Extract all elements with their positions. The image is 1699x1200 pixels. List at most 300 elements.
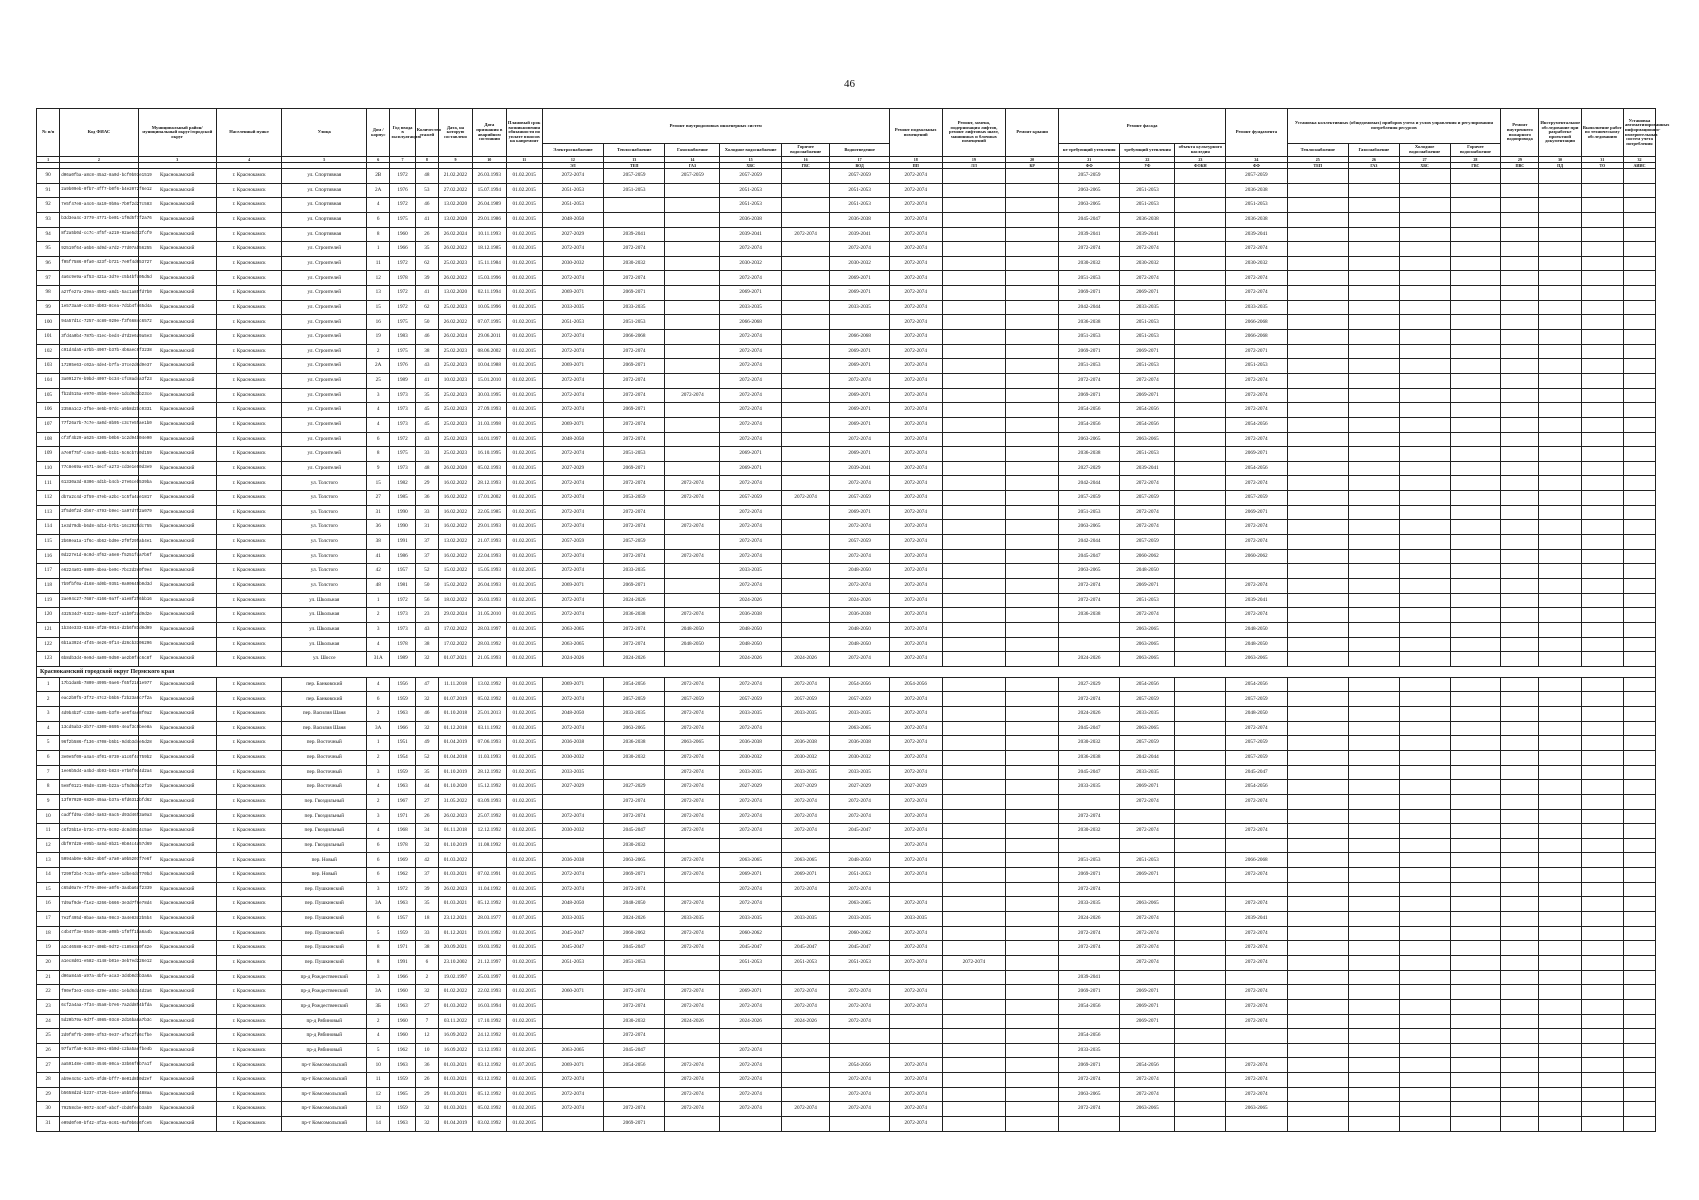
- table-cell: [1623, 300, 1655, 315]
- table-cell: [830, 838, 889, 853]
- table-cell: [1581, 1102, 1623, 1117]
- table-cell: [1399, 912, 1450, 927]
- table-cell: 01.02.2015: [506, 373, 542, 388]
- table-cell: [781, 344, 830, 359]
- table-cell: 2072-2074: [830, 809, 889, 824]
- table-cell: 16.02.2022: [439, 491, 473, 506]
- table-cell: [1175, 809, 1226, 824]
- column-number: 18: [889, 157, 942, 163]
- table-cell: 01.02.2015: [506, 1043, 542, 1058]
- table-cell: г. Краснокамск: [216, 315, 282, 330]
- table-cell: 1967: [390, 794, 415, 809]
- table-cell: 116: [37, 549, 60, 564]
- table-cell: 2069-2071: [830, 417, 889, 432]
- table-cell: [1581, 535, 1623, 550]
- table-cell: 2069-2071: [720, 985, 781, 1000]
- table-cell: 2054-2056: [1226, 461, 1287, 476]
- table-cell: 17: [37, 912, 60, 927]
- table-cell: 2069-2071: [1059, 388, 1120, 403]
- table-cell: 27: [415, 999, 438, 1014]
- table-cell: 31А: [367, 652, 390, 667]
- table-cell: 27: [367, 491, 390, 506]
- table-cell: 25.07.1992: [472, 809, 506, 824]
- table-row: [37, 212, 1656, 227]
- table-cell: 2072-2074: [665, 1073, 720, 1088]
- column-code: ФФ: [1226, 163, 1287, 169]
- table-row: [37, 622, 1656, 637]
- table-cell: 3А: [367, 985, 390, 1000]
- table-cell: [1348, 564, 1399, 579]
- table-cell: [1399, 447, 1450, 462]
- table-cell: b5658d2d-b237-4726-b1ee-a5b5fed488aa: [60, 1087, 138, 1102]
- table-cell: [1175, 955, 1226, 970]
- table-cell: Краснокамский: [138, 868, 216, 883]
- table-cell: 08.06.2002: [472, 344, 506, 359]
- table-cell: [1623, 955, 1655, 970]
- table-cell: c65d0a7e-7f79-40ee-a0f6-3a4ba6af2339: [60, 882, 138, 897]
- table-cell: [1399, 652, 1450, 667]
- table-cell: dbf07d28-e95b-4a6d-8b21-0b84c4a57d69: [60, 838, 138, 853]
- table-cell: пер. Пушкинский: [282, 926, 367, 941]
- table-cell: [1501, 578, 1539, 593]
- table-cell: 01.02.2015: [506, 564, 542, 579]
- table-cell: 37: [415, 868, 438, 883]
- table-cell: [1581, 476, 1623, 491]
- table-cell: 2039-2041: [1226, 912, 1287, 927]
- table-cell: [665, 970, 720, 985]
- table-cell: [781, 1117, 830, 1132]
- table-cell: [1348, 955, 1399, 970]
- table-cell: 1971: [390, 809, 415, 824]
- table-cell: ул. Толстого: [282, 578, 367, 593]
- table-cell: г. Краснокамск: [216, 1117, 282, 1132]
- table-cell: [1450, 578, 1501, 593]
- table-cell: 8: [367, 955, 390, 970]
- table-cell: [1450, 868, 1501, 883]
- table-cell: 25.01.2013: [472, 707, 506, 722]
- table-cell: [942, 882, 1005, 897]
- table-cell: 01.02.2015: [506, 227, 542, 242]
- table-cell: 2066-2068: [1226, 315, 1287, 330]
- table-cell: 2030-2032: [1059, 824, 1120, 839]
- table-cell: [1581, 432, 1623, 447]
- table-cell: 39: [415, 271, 438, 286]
- table-cell: 2045-2047: [604, 824, 665, 839]
- table-cell: 2036-2038: [720, 736, 781, 751]
- table-row: [37, 403, 1656, 418]
- table-cell: г. Краснокамск: [216, 330, 282, 345]
- table-cell: [1539, 286, 1581, 301]
- table-cell: [1539, 242, 1581, 257]
- table-cell: [1175, 1117, 1226, 1132]
- table-cell: 13.02.2020: [439, 212, 473, 227]
- group-meters: Установка коллективных (общедомовых) приборов учета и узлов управления и регулирования потребления ресурсов: [1287, 109, 1501, 144]
- table-cell: 2051-2053: [781, 955, 830, 970]
- table-cell: [1539, 809, 1581, 824]
- table-cell: [1175, 608, 1226, 623]
- table-cell: [781, 637, 830, 652]
- table-cell: 2063-2065: [1120, 897, 1175, 912]
- table-cell: 2072-2074: [781, 824, 830, 839]
- table-cell: [781, 1073, 830, 1088]
- table-cell: 1957: [390, 912, 415, 927]
- table-cell: 2: [367, 1014, 390, 1029]
- table-cell: [1539, 1087, 1581, 1102]
- table-cell: [1399, 750, 1450, 765]
- table-cell: 2072-2074: [1226, 373, 1287, 388]
- table-cell: 3: [367, 622, 390, 637]
- table-cell: 01.03.2022: [439, 853, 473, 868]
- table-cell: [942, 926, 1005, 941]
- table-cell: 2В: [367, 169, 390, 184]
- table-cell: [1501, 1029, 1539, 1044]
- table-cell: г. Краснокамск: [216, 578, 282, 593]
- table-cell: [665, 652, 720, 667]
- table-cell: 01.02.2015: [506, 535, 542, 550]
- table-cell: [665, 183, 720, 198]
- table-cell: [781, 593, 830, 608]
- table-cell: [781, 198, 830, 213]
- table-cell: пер. Гвоздильный: [282, 809, 367, 824]
- table-cell: 46: [415, 707, 438, 722]
- table-cell: 2072-2074: [889, 535, 942, 550]
- table-cell: 2072-2074: [889, 622, 942, 637]
- table-cell: 1969: [390, 853, 415, 868]
- table-cell: [942, 721, 1005, 736]
- table-cell: 29: [37, 1087, 60, 1102]
- table-cell: 2072-2074: [889, 271, 942, 286]
- table-cell: 07.02.1991: [472, 868, 506, 883]
- table-cell: [1175, 359, 1226, 374]
- table-cell: 92519f64-a6b6-4d9d-a7d2-77d07ab56255: [60, 242, 138, 257]
- table-cell: [781, 256, 830, 271]
- table-cell: [1501, 183, 1539, 198]
- table-cell: [1287, 564, 1348, 579]
- table-cell: 15: [367, 476, 390, 491]
- col-survey: Инструментальное обследование при разработке проектной документации: [1539, 109, 1581, 157]
- table-cell: 01.02.2015: [506, 1102, 542, 1117]
- table-cell: [1059, 794, 1120, 809]
- table-cell: [1399, 824, 1450, 839]
- table-cell: 2072-2074: [720, 373, 781, 388]
- table-cell: 1957: [390, 564, 415, 579]
- table-cell: [1348, 330, 1399, 345]
- table-cell: 3a09127e-b9bd-4097-bc34-cfc8ad4a3f23: [60, 373, 138, 388]
- table-cell: 1b34e333-5168-4f28-9914-d2b6f81d0d99: [60, 622, 138, 637]
- table-cell: [781, 359, 830, 374]
- table-cell: г. Краснокамск: [216, 212, 282, 227]
- table-cell: 2f5d0f2d-2b67-4793-b9ec-1a97d7f2a079: [60, 505, 138, 520]
- column-number: 30: [1539, 157, 1581, 163]
- table-cell: 2072-2074: [720, 549, 781, 564]
- table-cell: 18: [37, 926, 60, 941]
- table-cell: [1348, 721, 1399, 736]
- table-cell: 01.07.2015: [506, 912, 542, 927]
- table-cell: 2042-2044: [1059, 300, 1120, 315]
- table-cell: 35: [415, 242, 438, 257]
- table-cell: 11.11.2018: [439, 677, 473, 692]
- table-cell: пр-т Комсомольский: [282, 1117, 367, 1132]
- table-cell: 2051-2053: [604, 183, 665, 198]
- table-cell: [1501, 882, 1539, 897]
- table-cell: [1175, 403, 1226, 418]
- table-cell: 2072-2074: [665, 549, 720, 564]
- table-cell: 05.12.1992: [472, 1087, 506, 1102]
- table-cell: ул. Строителей: [282, 461, 367, 476]
- table-cell: ул. Строителей: [282, 300, 367, 315]
- table-cell: г. Краснокамск: [216, 897, 282, 912]
- table-cell: [665, 198, 720, 213]
- column-code: ВОД: [830, 163, 889, 169]
- table-cell: [1348, 780, 1399, 795]
- table-cell: [1623, 1073, 1655, 1088]
- column-code: ЭЛ: [542, 163, 603, 169]
- table-cell: 01.02.2015: [506, 838, 542, 853]
- table-cell: 2054-2056: [830, 1058, 889, 1073]
- table-cell: 2063-2065: [542, 637, 603, 652]
- table-cell: 1976: [390, 183, 415, 198]
- table-cell: Краснокамский: [138, 549, 216, 564]
- table-cell: 90: [37, 169, 60, 184]
- table-cell: 01.02.2015: [506, 985, 542, 1000]
- table-cell: 2051-2053: [720, 955, 781, 970]
- table-cell: 2069-2071: [542, 578, 603, 593]
- table-cell: 2072-2074: [889, 344, 942, 359]
- table-cell: 2069-2071: [604, 461, 665, 476]
- table-cell: 2072-2074: [1059, 941, 1120, 956]
- table-cell: [1581, 578, 1623, 593]
- table-cell: [1399, 461, 1450, 476]
- table-cell: [665, 242, 720, 257]
- table-cell: [1006, 388, 1059, 403]
- table-cell: 2072-2074: [830, 1087, 889, 1102]
- table-cell: 2072-2074: [889, 388, 942, 403]
- table-cell: [665, 417, 720, 432]
- table-cell: 33: [415, 926, 438, 941]
- table-cell: [1501, 520, 1539, 535]
- table-cell: [1623, 403, 1655, 418]
- table-cell: [1175, 447, 1226, 462]
- table-cell: 2033-2035: [1120, 765, 1175, 780]
- table-cell: [1287, 838, 1348, 853]
- table-cell: 2051-2053: [1059, 271, 1120, 286]
- table-cell: 13: [37, 853, 60, 868]
- table-cell: [1399, 183, 1450, 198]
- table-cell: 01.02.2015: [506, 256, 542, 271]
- table-cell: 2069-2071: [1059, 1058, 1120, 1073]
- table-cell: [1399, 677, 1450, 692]
- table-cell: [1623, 578, 1655, 593]
- table-cell: [665, 578, 720, 593]
- table-cell: 2051-2053: [720, 198, 781, 213]
- table-cell: 4: [367, 637, 390, 652]
- table-cell: 1963: [390, 999, 415, 1014]
- table-cell: 11.04.1992: [472, 882, 506, 897]
- table-cell: [1348, 1102, 1399, 1117]
- table-cell: [1450, 838, 1501, 853]
- table-cell: ул. Спортивная: [282, 212, 367, 227]
- table-cell: 2072-2074: [1120, 520, 1175, 535]
- table-cell: [1501, 926, 1539, 941]
- table-cell: [1348, 622, 1399, 637]
- table-cell: 2024-2026: [604, 912, 665, 927]
- table-cell: Краснокамский: [138, 794, 216, 809]
- table-cell: 1e3d79db-b6d8-4d14-b7b1-16c292fdc755: [60, 520, 138, 535]
- table-cell: [1581, 1058, 1623, 1073]
- table-cell: [1623, 637, 1655, 652]
- table-cell: f90ef3e3-c6c6-429e-a55c-1ebd6dd4d2a6: [60, 985, 138, 1000]
- table-cell: 2063-2065: [1059, 564, 1120, 579]
- table-cell: [1287, 1029, 1348, 1044]
- table-cell: [1539, 985, 1581, 1000]
- table-cell: 2072-2074: [889, 692, 942, 707]
- table-cell: 2027-2029: [720, 780, 781, 795]
- table-row: [37, 868, 1656, 883]
- table-cell: 2072-2074: [830, 1014, 889, 1029]
- table-cell: Краснокамский: [138, 637, 216, 652]
- table-cell: 2060-2062: [830, 926, 889, 941]
- table-cell: [1450, 1117, 1501, 1132]
- table-cell: 2027-2029: [1059, 461, 1120, 476]
- table-cell: [1059, 622, 1120, 637]
- table-cell: 15.01.2010: [472, 373, 506, 388]
- table-cell: 2072-2074: [604, 373, 665, 388]
- table-cell: [1399, 286, 1450, 301]
- table-cell: 2051-2053: [1120, 198, 1175, 213]
- table-cell: пр-т Комсомольский: [282, 1087, 367, 1102]
- table-cell: 2072-2074: [889, 593, 942, 608]
- table-cell: 2048-2050: [830, 622, 889, 637]
- table-cell: [1581, 1087, 1623, 1102]
- table-cell: 2063-2065: [1120, 637, 1175, 652]
- table-cell: 2069-2071: [830, 447, 889, 462]
- table-cell: [1175, 505, 1226, 520]
- table-cell: [1450, 622, 1501, 637]
- table-cell: [665, 330, 720, 345]
- table-cell: Краснокамский: [138, 315, 216, 330]
- table-cell: [1450, 432, 1501, 447]
- table-cell: 2057-2059: [604, 169, 665, 184]
- table-cell: 1960: [390, 985, 415, 1000]
- table-cell: [1287, 1043, 1348, 1058]
- table-cell: 26.02.2022: [439, 315, 473, 330]
- table-cell: 2051-2053: [830, 198, 889, 213]
- table-cell: [1501, 315, 1539, 330]
- table-cell: 2072-2074: [889, 1073, 942, 1088]
- table-cell: 1983: [390, 330, 415, 345]
- table-cell: 2072-2074: [1059, 242, 1120, 257]
- table-cell: 2072-2074: [542, 169, 603, 184]
- table-cell: [781, 1029, 830, 1044]
- table-cell: [1287, 824, 1348, 839]
- table-cell: 2072-2074: [889, 955, 942, 970]
- table-cell: [1287, 692, 1348, 707]
- table-cell: 2069-2071: [1120, 578, 1175, 593]
- table-cell: 6b8db3d4-9e9d-4a09-9d50-ae2b9f4c6c8f: [60, 652, 138, 667]
- table-cell: 2069-2071: [604, 359, 665, 374]
- table-cell: [1175, 227, 1226, 242]
- table-cell: [1581, 242, 1623, 257]
- table-cell: 01.02.2015: [506, 882, 542, 897]
- table-cell: пр-т Комсомольский: [282, 1102, 367, 1117]
- table-cell: 2036-2038: [542, 736, 603, 751]
- table-cell: 2072-2074: [604, 794, 665, 809]
- table-cell: 1991: [390, 955, 415, 970]
- table-cell: 2069-2071: [830, 286, 889, 301]
- table-cell: [1287, 955, 1348, 970]
- table-cell: 2072-2074: [889, 578, 942, 593]
- table-cell: 1962: [390, 1043, 415, 1058]
- table-cell: [1450, 330, 1501, 345]
- table-cell: пр-т Комсомольский: [282, 1073, 367, 1088]
- table-cell: 16: [367, 315, 390, 330]
- table-cell: 47: [415, 677, 438, 692]
- table-cell: [1175, 999, 1226, 1014]
- table-cell: 2072-2074: [1059, 692, 1120, 707]
- table-cell: 01.02.2015: [506, 417, 542, 432]
- table-cell: [1623, 330, 1655, 345]
- table-cell: [1501, 868, 1539, 883]
- table-cell: 2072-2074: [665, 824, 720, 839]
- table-cell: Краснокамский: [138, 882, 216, 897]
- table-row: [37, 1058, 1656, 1073]
- table-cell: Краснокамский: [138, 941, 216, 956]
- table-header: [37, 109, 1670, 169]
- table-cell: 1975: [390, 447, 415, 462]
- table-cell: пер. Василия Шаня: [282, 707, 367, 722]
- table-cell: [1287, 707, 1348, 722]
- table-cell: 11: [37, 824, 60, 839]
- table-cell: [1399, 608, 1450, 623]
- table-cell: 28: [37, 1073, 60, 1088]
- table-cell: [1623, 1043, 1655, 1058]
- table-cell: 2036-2038: [720, 608, 781, 623]
- table-cell: [1623, 388, 1655, 403]
- table-cell: [1501, 359, 1539, 374]
- table-cell: ул. Школьная: [282, 637, 367, 652]
- table-cell: 2072-2074: [1059, 593, 1120, 608]
- table-cell: [942, 300, 1005, 315]
- table-cell: 01.02.2015: [506, 999, 542, 1014]
- table-cell: [1006, 970, 1059, 985]
- table-cell: [1399, 707, 1450, 722]
- table-cell: 2027-2029: [542, 461, 603, 476]
- table-cell: [1501, 593, 1539, 608]
- table-cell: [1450, 461, 1501, 476]
- table-cell: 2072-2074: [1120, 1087, 1175, 1102]
- table-cell: [1581, 286, 1623, 301]
- table-cell: [1175, 765, 1226, 780]
- table-cell: [1623, 432, 1655, 447]
- table-cell: [1399, 198, 1450, 213]
- table-cell: 01.02.2015: [506, 549, 542, 564]
- table-cell: [942, 1087, 1005, 1102]
- table-cell: 14: [37, 868, 60, 883]
- table-cell: 1990: [390, 505, 415, 520]
- table-cell: [1175, 344, 1226, 359]
- table-cell: [1399, 549, 1450, 564]
- table-cell: [1623, 677, 1655, 692]
- table-cell: 10.11.1993: [472, 227, 506, 242]
- table-cell: 17b1da8b-7809-4995-9ae6-f65f2161e977: [60, 677, 138, 692]
- table-cell: a2c46588-8c37-408b-9d72-c185e3a0f42e: [60, 941, 138, 956]
- table-cell: 2072-2074: [720, 999, 781, 1014]
- table-cell: 16.09.2022: [439, 1029, 473, 1044]
- table-cell: 2072-2074: [1226, 941, 1287, 956]
- table-cell: [1539, 999, 1581, 1014]
- table-cell: 1975: [390, 344, 415, 359]
- table-cell: a1ec8d01-e582-4148-b01e-3eb7ed226e12: [60, 955, 138, 970]
